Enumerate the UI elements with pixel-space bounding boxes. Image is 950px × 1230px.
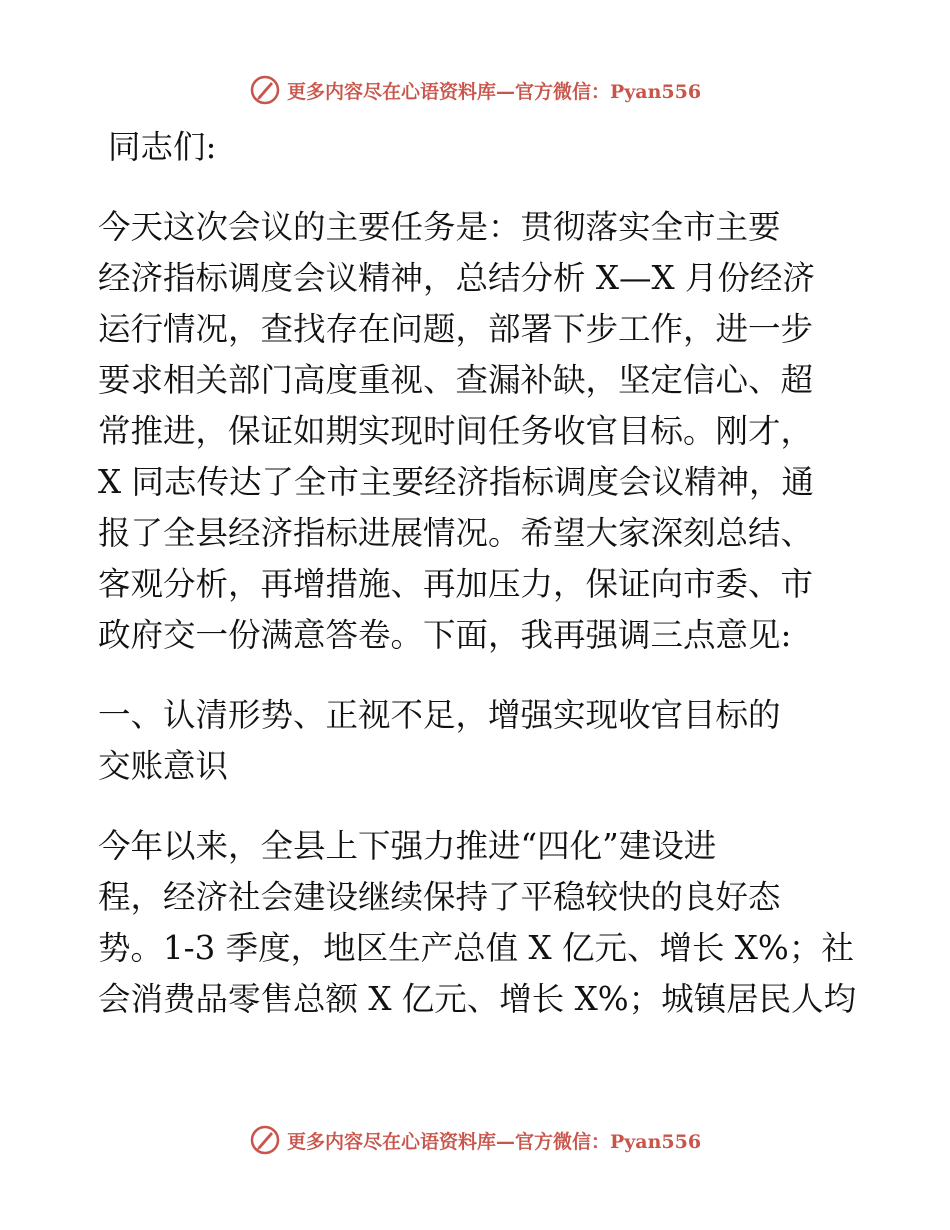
document-body [98, 122, 858, 1025]
text-line: 政府交一份满意答卷。下面，我再强调三点意见: [98, 616, 792, 654]
watermark-text: 更多内容尽在心语资料库—官方微信：Pyan556 [286, 1130, 702, 1153]
heading-line: 一、认清形势、正视不足，增强实现收官目标的 [98, 696, 781, 734]
text-line: 会消费品零售总额 X 亿元、增长 X%；城镇居民人均 [98, 980, 857, 1018]
text-line: 客观分析，再增措施、再加压力，保证向市委、市 [98, 565, 814, 603]
section-heading-1 [98, 690, 858, 792]
watermark-banner-top [0, 70, 950, 110]
watermark-text: 更多内容尽在心语资料库—官方微信：Pyan556 [286, 80, 702, 103]
paragraph-situation [98, 821, 858, 1025]
text-line: 常推进，保证如期实现时间任务收官目标。刚才， [98, 412, 814, 450]
text-line: 今天这次会议的主要任务是：贯彻落实全市主要 [98, 208, 781, 246]
text-line: X 同志传达了全市主要经济指标调度会议精神，通 [98, 463, 814, 501]
text-line: 报了全县经济指标进展情况。希望大家深刻总结、 [98, 514, 814, 552]
text-line: 今年以来，全县上下强力推进“四化”建设进 [98, 827, 717, 865]
paragraph-intro [98, 202, 858, 661]
text-line: 程，经济社会建设继续保持了平稳较快的良好态 [98, 878, 781, 916]
quill-pen-icon [249, 1124, 281, 1156]
salutation [98, 122, 858, 173]
heading-line: 交账意识 [98, 747, 229, 785]
watermark-banner-bottom [0, 1120, 950, 1160]
quill-pen-icon [249, 74, 281, 106]
salutation-line: 同志们: [108, 128, 217, 166]
text-line: 势。1-3 季度，地区生产总值 X 亿元、增长 X%；社 [98, 929, 854, 967]
text-line: 运行情况，查找存在问题，部署下步工作，进一步 [98, 310, 814, 348]
text-line: 要求相关部门高度重视、查漏补缺，坚定信心、超 [98, 361, 814, 399]
text-line: 经济指标调度会议精神，总结分析 X—X 月份经济 [98, 259, 815, 297]
